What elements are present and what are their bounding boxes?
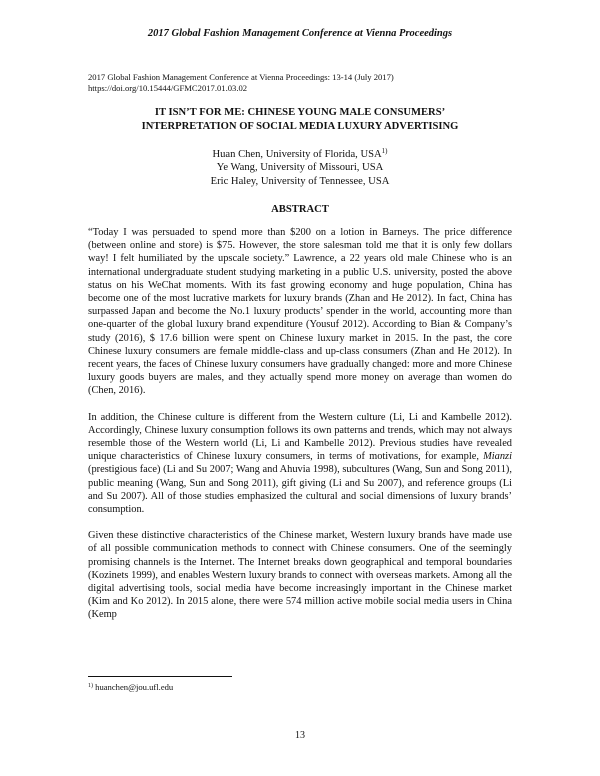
citation-block	[88, 72, 394, 94]
author-1	[80, 148, 520, 161]
author-2: Ye Wang, University of Missouri, USA	[216, 162, 384, 174]
footnote-email[interactable]: huanchen@jou.ufl.edu	[93, 682, 174, 692]
page-number: 13	[295, 730, 305, 741]
title-line-2: INTERPRETATION OF SOCIAL MEDIA LUXURY ADVERTISING	[141, 120, 459, 132]
citation-line: 2017 Global Fashion Management Conference at Vienna Proceedings: 13-14 (July 2017)	[88, 72, 394, 82]
abstract-body	[88, 226, 512, 635]
author-1-name: Huan Chen, University of Florida, USA	[212, 149, 382, 160]
author-1-footnote-mark: 1)	[381, 147, 388, 155]
title-line-1: IT ISN’T FOR ME: CHINESE YOUNG MALE CONSUMERS’	[154, 107, 446, 118]
paragraph-3: Given these distinctive characteristics of the Chinese market, Western luxury brands have made use of all possible communication methods to connect with Chinese consumers. One of the seemingly promising channels is the Internet. The Internet breaks down geographical and temporal boundaries (Kozinets 1999), and enables Western luxury brands to connect with overseas markets. Among all the digital advertising tools, social media have become increasingly important in the Chinese market (Kim and Ko 2012). In 2015 alone, there were 574 million active mobile social media users in China (Kemp	[88, 530, 512, 621]
paragraph-2-part-1: In addition, the Chinese culture is different from the Western culture (Li, Li and Kambelle 2012). Accordingly, Chinese luxury consumption follows its own patterns and trends, which may not always resemble those of the Western world (Li, Li and Kambelle 2012). Previous studies have revealed unique characteristics of Chinese luxury consumers, in terms of motivations, for example,	[88, 411, 512, 463]
footnote-divider	[88, 676, 232, 677]
doi-link[interactable]: https://doi.org/10.15444/GFMC2017.01.03.02	[88, 83, 248, 93]
footnote-mark: 1)	[88, 683, 93, 689]
paragraph-2	[88, 411, 512, 517]
paragraph-2-part-2: (prestigious face) (Li and Su 2007; Wang and Ahuvia 1998), subcultures (Wang, Sun and Song 2011), public meaning (Wang, Sun and Song 2011), gift giving (Li and Su 2007), and reference groups (Li and Su 2007). All of those studies emphasized the cultural and social dimensions of luxury brands’ consumption.	[88, 464, 512, 516]
running-header: 2017 Global Fashion Management Conference at Vienna Proceedings	[147, 28, 453, 39]
author-3: Eric Haley, University of Tennessee, USA	[210, 175, 390, 187]
footnote	[88, 682, 173, 692]
paper-title	[80, 106, 520, 133]
author-list	[80, 148, 520, 188]
mianzi-term: Mianzi	[483, 451, 512, 463]
paragraph-1: “Today I was persuaded to spend more than $200 on a lotion in Barneys. The price difference (between online and store) is $75. However, the store salesman told me that it is only few dollars way! I felt humiliated by the upscale society.” Lawrence, a 22 years old male Chinese who is an international undergraduate student studying marketing in a public U.S. university, posted the above status on his WeChat moments. With its fast growing economy and huge population, China has become one of the most lucrative markets for luxury brands (Zhan and He 2012). In fact, China has surpassed Japan and become the No.1 luxury products’ spender in the world, accounting more than one-quarter of the global luxury brand expenditure (Yousuf 2012). According to Bian & Company’s study (2016), $ 17.6 billion were spent on Chinese luxury market in 2015. In the past, the core Chinese luxury consumers are female middle-class and up-class consumers (Zhan and He 2012). In recent years, the faces of Chinese luxury consumers have gradually changed: more and more Chinese luxury goods buyers are males, and they actually spend more money on average than women do (Chen, 2016).	[88, 227, 512, 397]
abstract-heading: ABSTRACT	[271, 204, 329, 215]
